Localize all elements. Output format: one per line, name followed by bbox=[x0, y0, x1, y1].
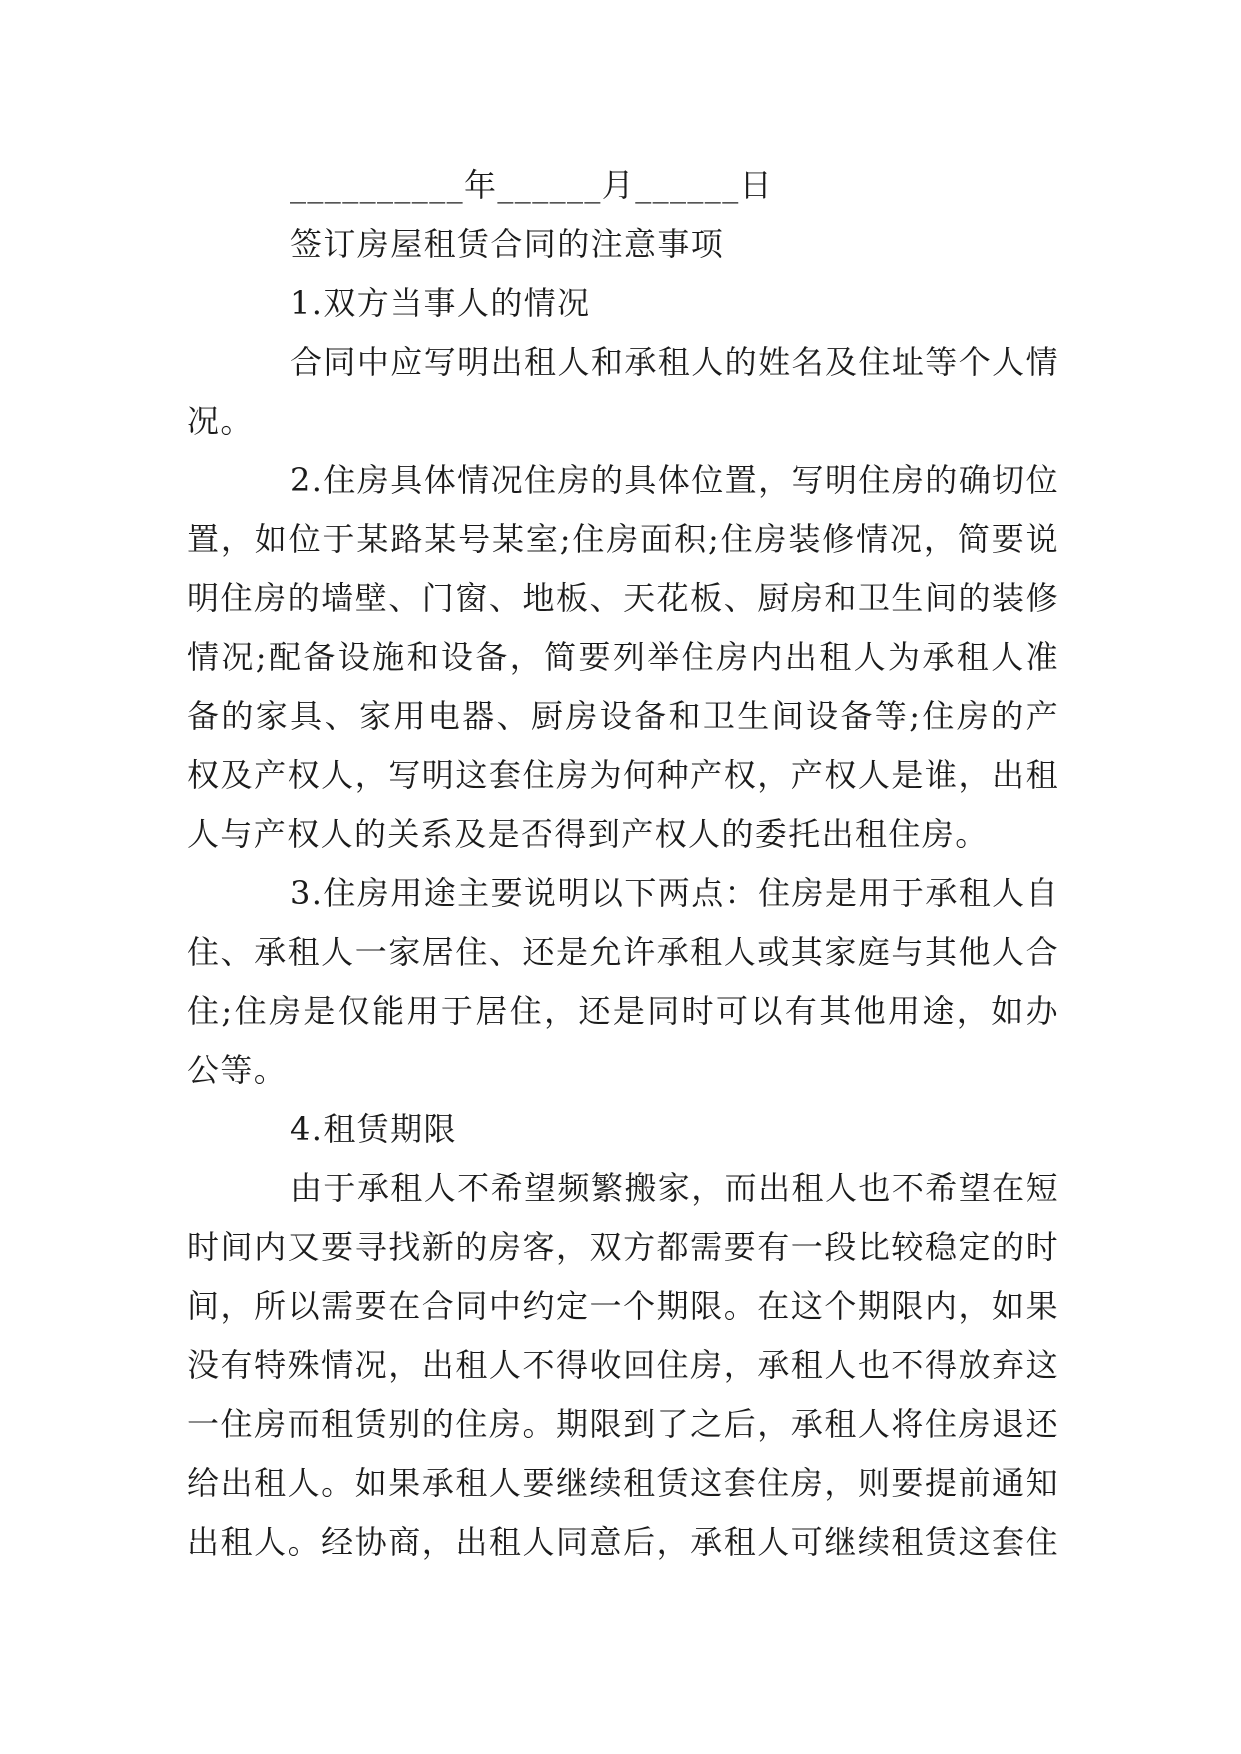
text-line: 置，如位于某路某号某室;住房面积;住房装修情况，简要说 bbox=[187, 520, 1059, 558]
text-line: 出租人。经协商，出租人同意后，承租人可继续租赁这套住 bbox=[187, 1523, 1059, 1561]
section-heading: 1.双方当事人的情况 bbox=[290, 284, 591, 322]
text-line: 2.住房具体情况住房的具体位置，写明住房的确切位 bbox=[290, 461, 1059, 499]
paragraph-section-3-usage bbox=[187, 864, 1059, 1100]
text-line: 间，所以需要在合同中约定一个期限。在这个期限内，如果 bbox=[187, 1287, 1059, 1325]
text-line: 明住房的墙壁、门窗、地板、天花板、厨房和卫生间的装修 bbox=[187, 579, 1059, 617]
text-line: 住、承租人一家居住、还是允许承租人或其家庭与其他人合 bbox=[187, 933, 1059, 971]
text-line: 情况;配备设施和设备，简要列举住房内出租人为承租人准 bbox=[187, 638, 1059, 676]
text-line: 没有特殊情况，出租人不得收回住房，承租人也不得放弃这 bbox=[187, 1346, 1059, 1384]
paragraph-section-1-heading bbox=[187, 274, 1059, 333]
text-line: 时间内又要寻找新的房客，双方都需要有一段比较稳定的时 bbox=[187, 1228, 1059, 1266]
text-line: 一住房而租赁别的住房。期限到了之后，承租人将住房退还 bbox=[187, 1405, 1059, 1443]
text-line: 由于承租人不希望频繁搬家，而出租人也不希望在短 bbox=[290, 1169, 1059, 1207]
text-line: 人与产权人的关系及是否得到产权人的委托出租住房。 bbox=[187, 815, 989, 853]
text-line: 给出租人。如果承租人要继续租赁这套住房，则要提前通知 bbox=[187, 1464, 1059, 1502]
section-heading: 4.租赁期限 bbox=[290, 1110, 457, 1148]
paragraph-section-4-heading bbox=[187, 1100, 1059, 1159]
date-line: __________年______月______日 bbox=[290, 166, 774, 204]
text-line: 合同中应写明出租人和承租人的姓名及住址等个人情 bbox=[290, 343, 1059, 381]
text-line: 况。 bbox=[187, 402, 254, 440]
text-line: 权及产权人，写明这套住房为何种产权，产权人是谁，出租 bbox=[187, 756, 1059, 794]
text-line: 公等。 bbox=[187, 1051, 288, 1089]
paragraph-parties-info bbox=[187, 333, 1059, 451]
text-line: 3.住房用途主要说明以下两点：住房是用于承租人自 bbox=[290, 874, 1059, 912]
paragraph-section-2-housing bbox=[187, 451, 1059, 864]
text-line: 住;住房是仅能用于居住，还是同时可以有其他用途，如办 bbox=[187, 992, 1059, 1030]
paragraph-lease-term bbox=[187, 1159, 1059, 1572]
document-title: 签订房屋租赁合同的注意事项 bbox=[290, 225, 725, 263]
document-body bbox=[187, 156, 1059, 1572]
text-line: 备的家具、家用电器、厨房设备和卫生间设备等;住房的产 bbox=[187, 697, 1059, 735]
